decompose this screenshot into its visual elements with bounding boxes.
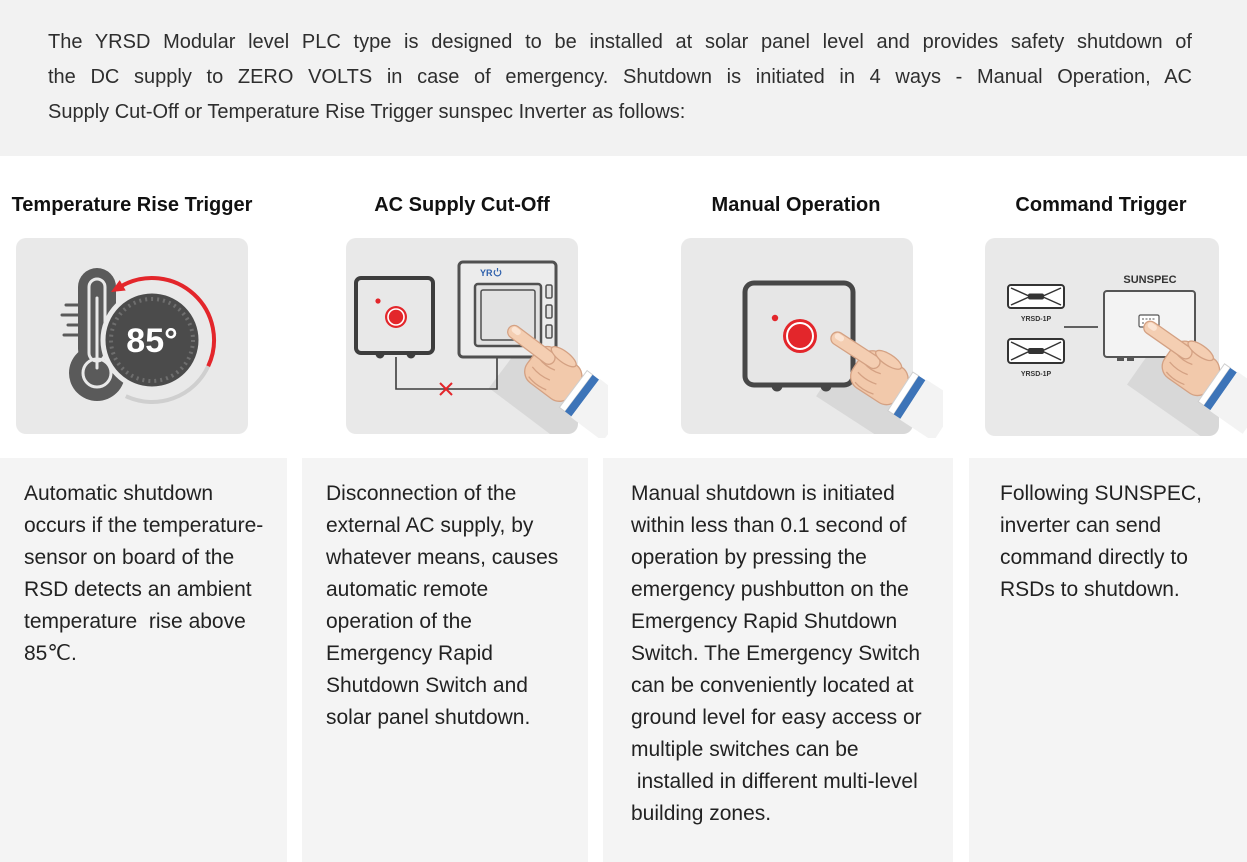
description-line: operation by pressing the	[631, 546, 867, 569]
description-line: can be conveniently located at	[631, 674, 914, 697]
intro-line: the DC supply to ZERO VOLTS in case of emergency. Shutdown is initiated in 4 ways - Manual Operation, AC	[48, 66, 1192, 88]
description-line: Switch. The Emergency Switch	[631, 642, 921, 665]
description-line: inverter can send	[1000, 514, 1162, 537]
description-line: 85℃.	[24, 642, 77, 665]
description-text	[1000, 478, 1202, 606]
description-line: sensor on board of the	[24, 546, 235, 569]
gauge-reading: 85°	[126, 322, 178, 360]
heading-temperature-rise-trigger: Temperature Rise Trigger	[11, 194, 253, 216]
description-line: RSDs to shutdown.	[1000, 578, 1180, 601]
intro-line: The YRSD Modular level PLC type is designed to be installed at solar panel level and provides safety shutdown of	[48, 31, 1192, 53]
description-line: external AC supply, by	[326, 514, 534, 537]
description-line: Disconnection of the	[326, 482, 517, 505]
description-line: building zones.	[631, 802, 772, 825]
description-line: within less than 0.1 second of	[631, 514, 907, 537]
description-line: Shutdown Switch and	[326, 674, 528, 697]
description-line: Emergency Rapid	[326, 642, 493, 665]
description-line: multiple switches can be	[631, 738, 859, 761]
ac-cutoff-illustration	[346, 238, 608, 438]
rsd-device-icon	[1008, 285, 1064, 308]
description-line: RSD detects an ambient	[24, 578, 252, 601]
thermometer-gauge-icon	[16, 238, 248, 434]
description-line: occurs if the temperature-	[24, 514, 264, 537]
description-line: command directly to	[1000, 546, 1188, 569]
heading-manual-operation: Manual Operation	[711, 194, 881, 216]
description-line: ground level for easy access or	[631, 706, 922, 729]
description-line: whatever means, causes	[326, 546, 559, 569]
description-line: automatic remote	[326, 578, 489, 601]
heading-command-trigger: Command Trigger	[1015, 194, 1187, 216]
temperature-dial-icon	[103, 291, 201, 389]
intro-line: Supply Cut-Off or Temperature Rise Trigger sunspec Inverter as follows:	[48, 101, 686, 123]
description-line: solar panel shutdown.	[326, 706, 531, 729]
device-label: YRSD-1P	[1020, 316, 1052, 323]
inverter-label: SUNSPEC	[1123, 274, 1177, 286]
emergency-switch-illustration	[681, 238, 943, 438]
description-line: temperature rise above	[24, 610, 246, 633]
emergency-switch-icon	[356, 278, 433, 359]
device-label: YRSD-1P	[1020, 371, 1052, 378]
description-panel-manual	[603, 458, 953, 862]
description-panel-command	[969, 458, 1247, 862]
description-line: installed in different multi-level	[631, 770, 918, 793]
description-text	[24, 478, 263, 670]
description-line: operation of the	[326, 610, 472, 633]
description-line: Following SUNSPEC,	[1000, 482, 1202, 505]
description-text	[631, 478, 922, 830]
inverter-logo: YR	[480, 268, 493, 278]
description-line: Automatic shutdown	[24, 482, 214, 505]
sunspec-command-illustration	[985, 238, 1247, 438]
heading-ac-supply-cut-off: AC Supply Cut-Off	[374, 194, 550, 216]
description-line: Emergency Rapid Shutdown	[631, 610, 898, 633]
description-line: Manual shutdown is initiated	[631, 482, 895, 505]
intro-paragraph	[48, 25, 1192, 130]
description-text	[326, 478, 558, 734]
description-panel-ac-cutoff	[302, 458, 588, 862]
description-line: emergency pushbutton on the	[631, 578, 909, 601]
description-panel-temperature	[0, 458, 287, 862]
inverter-icon	[459, 262, 556, 357]
rsd-device-icon	[1008, 339, 1064, 363]
